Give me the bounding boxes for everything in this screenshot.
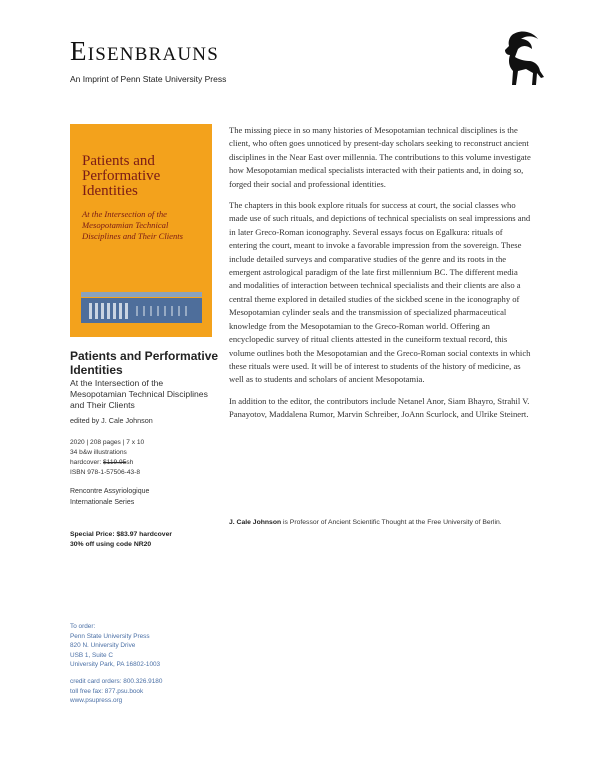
series-line-2: Internationale Series xyxy=(70,499,135,506)
book-description xyxy=(229,124,531,430)
description-paragraph-2: The chapters in this book explore rituals for success at court, the social classes who made use of such rituals, and depictions of technical specialists on seal impressions and in later Greco-Roman iconography. Several essays focus on Egalkura: rituals of entering the court, meant to invoke a favorable impression from the sovereign. These include detailed surveys and comparative studies of the genre and its roots in the emergent astrological paradigm of the late first millennium BC. The different media and modalities of interaction between technical specialists and their clients are also a central theme explored in detailed studies of the sickbed scene in the iconography of Mesopotamian cylinder seals and the transmission of specialized pharmaceutical knowledge from the Mesopotamian to the Greco-Roman world. Offering an encyclopedic survey of ritual clients attested in the cuneiform textual record, this volume outlines both the Mesopotamian and the Greco-Roman social contexts in which these rituals were used. It will be of interest to students of the history of medicine, as well as to students and scholars of ancient Mesopotamia. xyxy=(229,200,531,385)
publisher-brand: Eisenbrauns xyxy=(70,36,219,66)
book-subtitle: At the Intersection of the Mesopotamian Technical Disciplines and Their Clients xyxy=(70,378,208,410)
order-line-2: 820 N. University Drive xyxy=(70,642,136,650)
cover-subtitle: At the Intersection of the Mesopotamian Technical Disciplines and Their Clients xyxy=(82,209,183,241)
book-specs xyxy=(70,438,144,478)
hardcover-price: $119.95 xyxy=(103,459,127,466)
bio-name: J. Cale Johnson xyxy=(229,519,282,526)
specs-illustrations: 34 b&w illustrations xyxy=(70,449,127,456)
discount-code-line: 30% off using code NR20 xyxy=(70,541,152,548)
book-title: Patients and Performative Identities xyxy=(70,349,219,377)
cover-seal-figures xyxy=(89,303,129,319)
order-contact xyxy=(70,677,162,706)
cover-seal-pattern xyxy=(136,306,191,316)
specs-hardcover xyxy=(70,458,144,468)
order-label: To order: xyxy=(70,623,96,630)
specs-publication: 2020 | 208 pages | 7 x 10 xyxy=(70,439,145,446)
book-cover-image xyxy=(70,124,212,337)
ibex-logo-icon xyxy=(496,27,554,97)
order-phone: credit card orders: 800.326.9180 xyxy=(70,678,163,685)
editor-bio xyxy=(229,517,531,528)
book-editor: edited by J. Cale Johnson xyxy=(70,416,153,425)
cover-title: Patients and Performative Identities xyxy=(82,153,161,199)
description-paragraph-1: The missing piece in so many histories of Mesopotamian technical disciplines is the client, who often goes unnoticed by present-day scholars seeking to reconstruct ancient disciplines in the Near East over millennia. The contributions to this volume investigate how Mesopotamian medical specialists interacted with their patients and, in doing so, forged their social and professional identities. xyxy=(229,125,531,189)
cover-band xyxy=(81,292,202,297)
order-fax: toll free fax: 877.psu.book xyxy=(70,687,144,695)
order-line-3: USB 1, Suite C xyxy=(70,651,113,659)
bio-text: is Professor of Ancient Scientific Thought at the Free University of Berlin. xyxy=(281,519,502,526)
order-website-link[interactable]: www.psupress.org xyxy=(70,697,123,705)
book-series xyxy=(70,486,220,508)
order-address xyxy=(70,622,160,670)
order-line-4: University Park, PA 16802-1003 xyxy=(70,661,161,669)
imprint-line: An Imprint of Penn State University Press xyxy=(70,74,227,84)
series-line-1: Rencontre Assyriologique xyxy=(70,488,150,495)
order-line-1: Penn State University Press xyxy=(70,632,150,640)
description-paragraph-3: In addition to the editor, the contributors include Netanel Anor, Siam Bhayro, Strahil V. Panayotov, Maddalena Rumor, Marvin Schreiber, JoAnn Scurlock, and Ulrike Steinert. xyxy=(229,395,530,420)
hardcover-suffix: sh xyxy=(126,459,134,466)
special-price-line: Special Price: $83.97 hardcover xyxy=(70,531,173,538)
cover-seal-image xyxy=(81,298,202,323)
hardcover-label: hardcover: xyxy=(70,459,103,466)
specs-isbn: ISBN 978-1-57506-43-8 xyxy=(70,469,141,476)
special-price xyxy=(70,530,172,550)
